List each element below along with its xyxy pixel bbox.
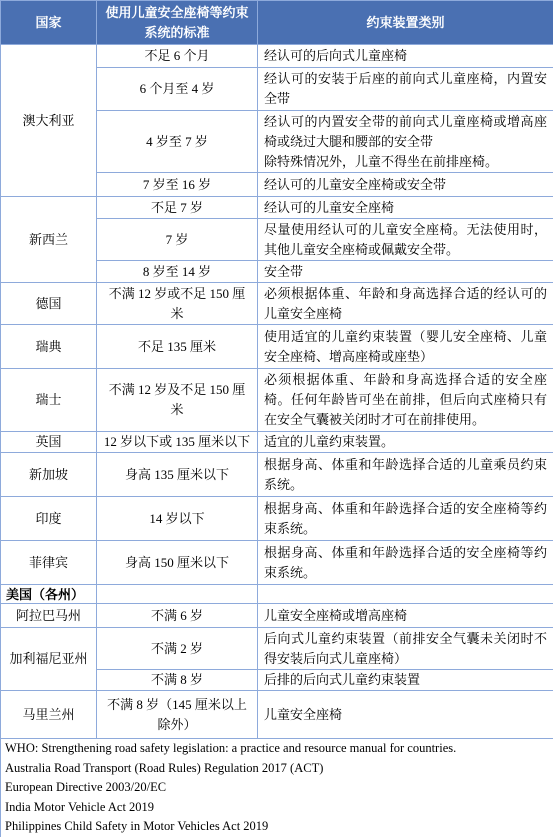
state-cell-alabama: 阿拉巴马州 — [1, 604, 97, 628]
source-line: Australia Road Transport (Road Rules) Regulation 2017 (ACT) — [5, 760, 324, 775]
source-line: Philippines Child Safety in Motor Vehicles Act 2019 — [5, 819, 269, 833]
standard-cell: 身高 135 厘米以下 — [97, 453, 258, 497]
standard-cell: 12 岁以下或 135 厘米以下 — [97, 432, 258, 453]
standard-cell: 6 个月至 4 岁 — [97, 68, 258, 111]
category-cell: 经认可的儿童安全座椅 — [258, 197, 553, 219]
table-row — [1, 691, 553, 739]
category-cell: 后向式儿童约束装置（前排安全气囊未关闭时不得安装后向式儿童座椅） — [258, 628, 553, 670]
sources-cell — [1, 739, 553, 837]
standard-cell: 不足 135 厘米 — [97, 325, 258, 369]
category-cell: 必须根据体重、年龄和身高选择合适的经认可的儿童安全座椅 — [258, 283, 553, 325]
country-cell-india: 印度 — [1, 497, 97, 541]
empty-standard-cell — [97, 585, 258, 604]
category-cell: 适宜的儿童约束装置。 — [258, 432, 553, 453]
table-row — [1, 432, 553, 453]
country-cell-australia: 澳大利亚 — [1, 45, 97, 197]
us-states-heading-row — [1, 585, 553, 604]
standard-cell: 不满 12 岁或不足 150 厘米 — [97, 283, 258, 325]
header-standard: 使用儿童安全座椅等约束系统的标准 — [97, 1, 258, 45]
category-note: 除特殊情况外，儿童不得坐在前排座椅。 — [264, 153, 499, 169]
table-row — [1, 283, 553, 325]
header-country: 国家 — [1, 1, 97, 45]
header-row — [1, 1, 553, 45]
us-states-heading: 美国（各州） — [1, 585, 97, 604]
standard-cell: 不满 12 岁及不足 150 厘米 — [97, 369, 258, 432]
category-cell: 使用适宜的儿童约束装置（婴儿安全座椅、儿童安全座椅、增高座椅或座垫） — [258, 325, 553, 369]
standard-cell: 不足 6 个月 — [97, 45, 258, 68]
category-cell: 经认可的安装于后座的前向式儿童座椅，内置安全带 — [258, 68, 553, 111]
standard-cell: 不满 8 岁（145 厘米以上除外） — [97, 691, 258, 739]
standard-cell: 8 岁至 14 岁 — [97, 261, 258, 283]
table-row — [1, 497, 553, 541]
country-cell-germany: 德国 — [1, 283, 97, 325]
table-row — [1, 541, 553, 585]
state-cell-california: 加利福尼亚州 — [1, 628, 97, 691]
source-line: WHO: Strengthening road safety legislation: a practice and resource manual for countries. — [5, 741, 457, 755]
standard-cell: 不满 6 岁 — [97, 604, 258, 628]
category-cell — [258, 111, 553, 173]
country-cell-new-zealand: 新西兰 — [1, 197, 97, 283]
table-row — [1, 325, 553, 369]
category-cell: 经认可的后向式儿童座椅 — [258, 45, 553, 68]
source-line: India Motor Vehicle Act 2019 — [5, 799, 155, 814]
country-cell-uk: 英国 — [1, 432, 97, 453]
standard-cell: 不足 7 岁 — [97, 197, 258, 219]
standard-cell: 不满 8 岁 — [97, 670, 258, 691]
standard-cell: 7 岁 — [97, 219, 258, 261]
country-cell-singapore: 新加坡 — [1, 453, 97, 497]
country-cell-philippines: 菲律宾 — [1, 541, 97, 585]
category-cell: 根据身高、体重和年龄选择合适的安全座椅等约束系统。 — [258, 541, 553, 585]
header-category: 约束装置类别 — [258, 1, 553, 45]
category-cell: 根据身高、体重和年龄选择合适的安全座椅等约束系统。 — [258, 497, 553, 541]
table-row — [1, 45, 553, 68]
category-cell: 必须根据体重、年龄和身高选择合适的安全座椅。任何年龄皆可坐在前排，但后向式座椅只有在安全气囊被关闭时才可在前排使用。 — [258, 369, 553, 432]
category-cell: 尽量使用经认可的儿童安全座椅。无法使用时，其他儿童安全座椅或佩戴安全带。 — [258, 219, 553, 261]
category-cell: 根据身高、体重和年龄选择合适的儿童乘员约束系统。 — [258, 453, 553, 497]
standard-cell: 不满 2 岁 — [97, 628, 258, 670]
table-row — [1, 604, 553, 628]
source-line: European Directive 2003/20/EC — [5, 780, 167, 794]
table-row — [1, 369, 553, 432]
standard-cell: 7 岁至 16 岁 — [97, 173, 258, 197]
category-cell: 儿童安全座椅或增高座椅 — [258, 604, 553, 628]
table-row — [1, 453, 553, 497]
standard-cell: 身高 150 厘米以下 — [97, 541, 258, 585]
category-cell: 后排的后向式儿童约束装置 — [258, 670, 553, 691]
country-cell-sweden: 瑞典 — [1, 325, 97, 369]
state-cell-maryland: 马里兰州 — [1, 691, 97, 739]
standard-cell: 14 岁以下 — [97, 497, 258, 541]
category-text: 经认可的内置安全带的前向式儿童座椅或增高座椅或绕过大腿和腰部的安全带 — [264, 113, 547, 149]
table-row — [1, 197, 553, 219]
sources-row — [1, 739, 553, 837]
category-cell: 经认可的儿童安全座椅或安全带 — [258, 173, 553, 197]
empty-category-cell — [258, 585, 553, 604]
country-cell-switzerland: 瑞士 — [1, 369, 97, 432]
table-row — [1, 628, 553, 670]
standard-cell: 4 岁至 7 岁 — [97, 111, 258, 173]
category-cell: 安全带 — [258, 261, 553, 283]
category-cell: 儿童安全座椅 — [258, 691, 553, 739]
